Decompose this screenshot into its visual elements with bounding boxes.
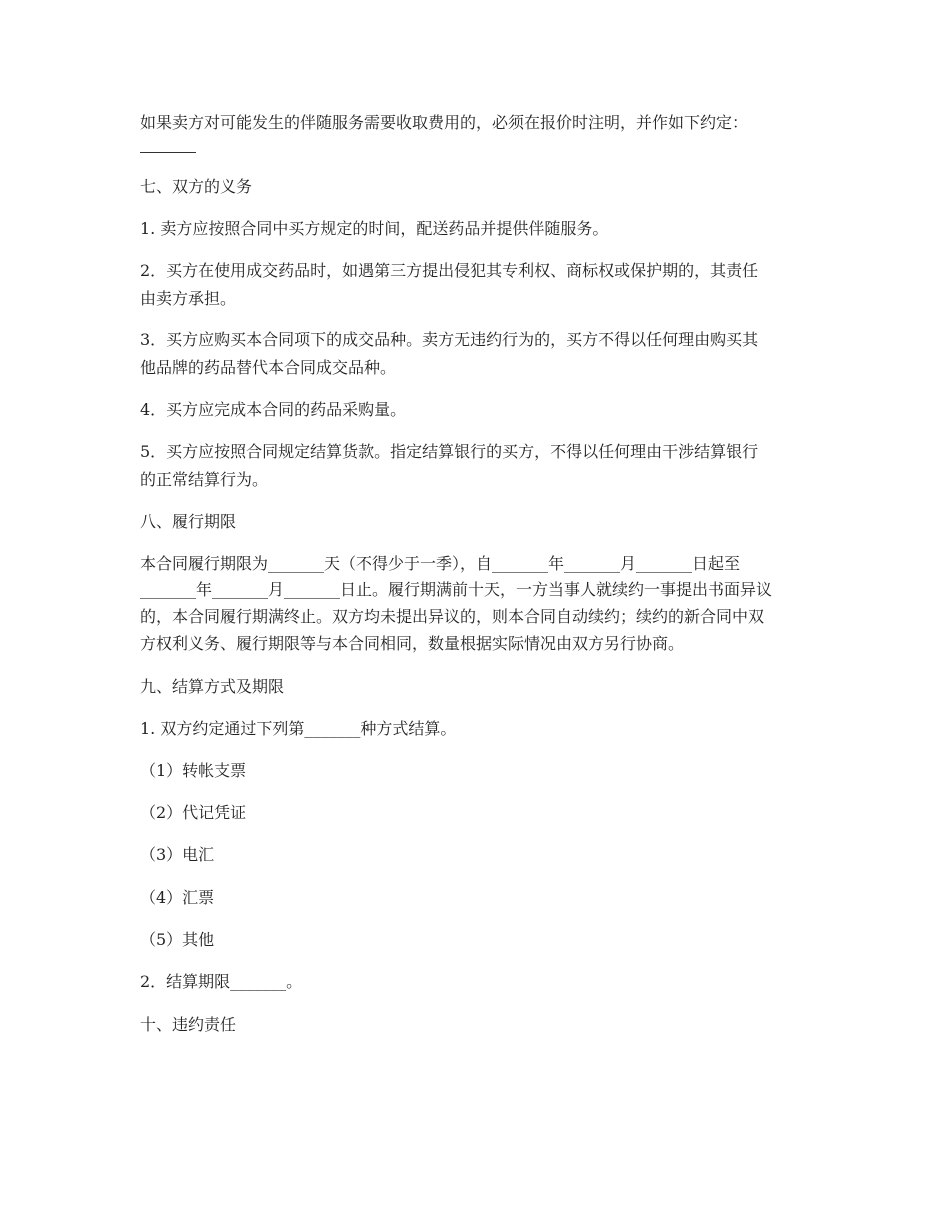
term-paragraph-line-3: 的，本合同履行期满终止。双方均未提出异议的，则本合同自动续约；续约的新合同中双 [140, 607, 765, 626]
section-heading-term: 八、履行期限 [140, 512, 237, 531]
obligation-item-3: 3．买方应购买本合同项下的成交品种。卖方无违约行为的，买方不得以任何理由购买其 [140, 330, 759, 349]
settlement-item-2: 2．结算期限_______。 [140, 972, 303, 991]
settlement-option: （3）电汇 [140, 845, 215, 864]
section-heading-settlement: 九、结算方式及期限 [140, 677, 285, 696]
term-paragraph-line-2: _______年_______月_______日止。履行期满前十天，一方当事人就续约一事提出书面异议 [140, 580, 773, 599]
term-paragraph-line-4: 方权利义务、履行期限等与本合同相同，数量根据实际情况由双方另行协商。 [140, 634, 685, 653]
section-heading-liability: 十、违约责任 [140, 1015, 237, 1034]
obligation-item-4: 4．买方应完成本合同的药品采购量。 [140, 400, 407, 419]
obligation-item-1: 1. 卖方应按照合同中买方规定的时间，配送药品并提供伴随服务。 [140, 219, 609, 238]
settlement-option: （5）其他 [140, 930, 215, 949]
obligation-item-3-cont: 他品牌的药品替代本合同成交品种。 [140, 358, 397, 377]
section-heading-obligations: 七、双方的义务 [140, 177, 253, 196]
obligation-item-2: 2．买方在使用成交药品时，如遇第三方提出侵犯其专利权、商标权或保护期的，其责任 [140, 261, 759, 280]
settlement-option: （1）转帐支票 [140, 761, 247, 780]
obligation-item-2-cont: 由卖方承担。 [140, 289, 237, 308]
obligation-item-5-cont: 的正常结算行为。 [140, 470, 269, 489]
term-paragraph-line-1: 本合同履行期限为_______天（不得少于一季），自_______年_______月_______日起至 [140, 554, 741, 573]
settlement-item-1: 1. 双方约定通过下列第_______种方式结算。 [140, 719, 457, 738]
settlement-option: （2）代记凭证 [140, 803, 247, 822]
intro-paragraph: 如果卖方对可能发生的伴随服务需要收取费用的，必须在报价时注明，并作如下约定： [140, 113, 749, 132]
obligation-item-5: 5．买方应按照合同规定结算货款。指定结算银行的买方，不得以任何理由干涉结算银行 [140, 442, 759, 461]
settlement-option: （4）汇票 [140, 888, 215, 907]
fill-in-blank [140, 152, 196, 153]
